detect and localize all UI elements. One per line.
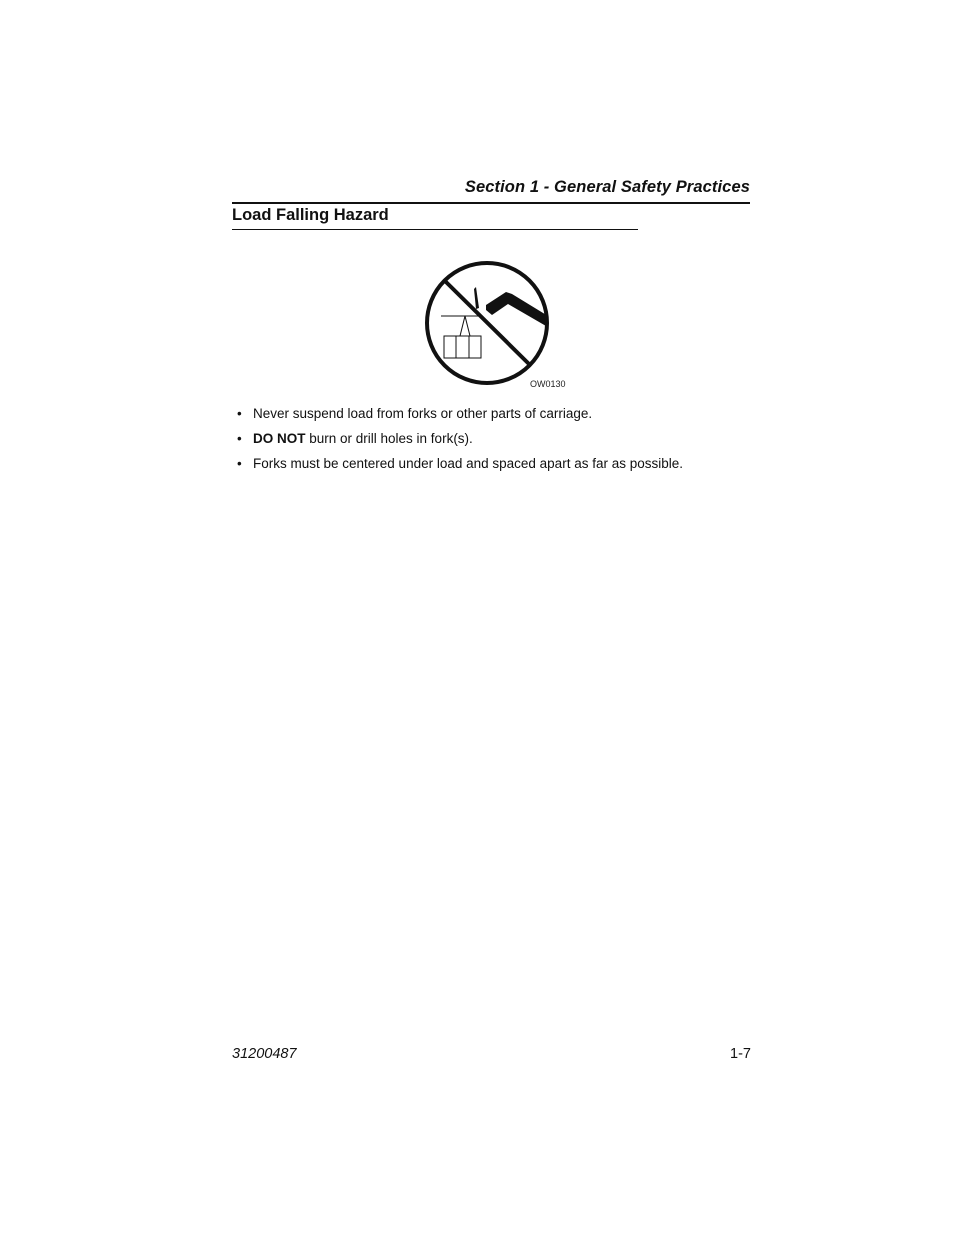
hazard-figure	[420, 258, 580, 392]
bullet-text: burn or drill holes in fork(s).	[305, 431, 473, 446]
list-item	[232, 430, 752, 448]
list-item	[232, 455, 752, 473]
section-header: Section 1 - General Safety Practices	[232, 176, 750, 204]
topic-heading: Load Falling Hazard	[232, 204, 638, 230]
no-suspended-load-from-forks-icon	[420, 258, 555, 392]
bullet-text: Never suspend load from forks or other parts of carriage.	[253, 406, 593, 421]
figure-code: OW0130	[530, 379, 566, 389]
page-number: 1-7	[730, 1046, 751, 1062]
safety-bullet-list	[232, 405, 752, 480]
document-number: 31200487	[232, 1046, 297, 1062]
bullet-emphasis: DO NOT	[253, 431, 306, 446]
bullet-mark: •	[237, 406, 242, 421]
bullet-mark: •	[237, 431, 242, 446]
bullet-text: Forks must be centered under load and spaced apart as far as possible.	[253, 456, 683, 471]
bullet-mark: •	[237, 456, 242, 471]
list-item	[232, 405, 752, 423]
